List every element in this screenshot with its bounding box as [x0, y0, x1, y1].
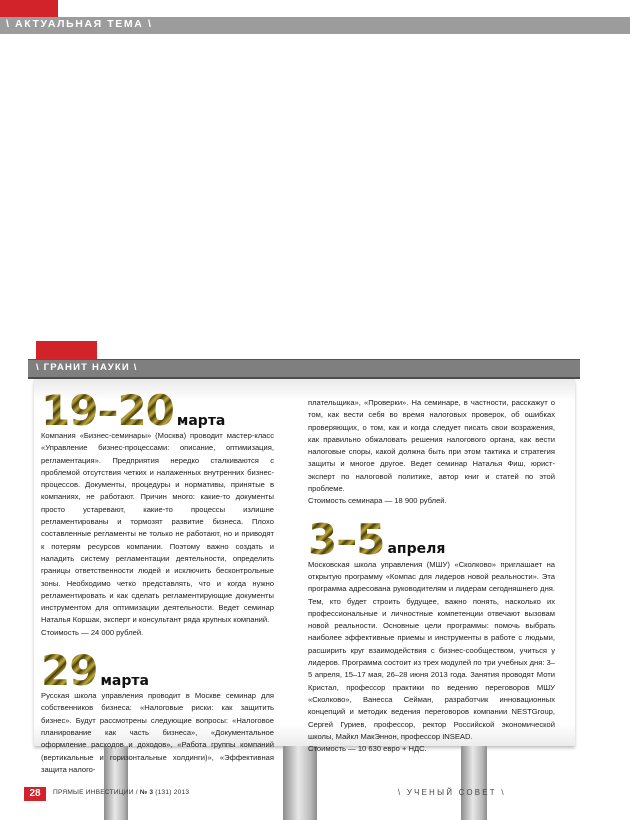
date-month: марта [100, 672, 149, 689]
magazine-info [53, 789, 189, 796]
right-column [308, 397, 555, 755]
event-description: Компания «Бизнес-семинары» (Москва) проводит мастер-класс «Управление бизнес-процессами: описание, оптимизация, регламентация». Предприятия нередко сталкиваются с проблемой отсутствия четких и налаженных внутренних бизнес-процессов. Документы, процедуры и нормативы, принятые в компаниях, не работают. Причин много: какие-то документы просто устаревают, какие-то процессы излишне регламентированы и тормозят развитие бизнеса. Плохо составленные регламенты не только не работают, но и приводят к потерям ресурсов компании. Поэтому важно создать и наладить систему регламентации деятельности, определить границы ответственности людей и исключить бесконтрольные зоны. Необходимо четко представлять, что и когда нужно регламентировать и как сделать регламентирующие документы инструментом для оптимизации деятельности. Ведет семинар Наталья Коршак, эксперт и консультант ряда крупных компаний. [41, 431, 274, 625]
footer-section-title: \ УЧЕНЫЙ СОВЕТ \ [398, 788, 506, 797]
top-section-bar [0, 0, 630, 37]
board-leg-center [283, 746, 317, 820]
date-month: апреля [387, 541, 446, 558]
event-date-19-20 [41, 386, 274, 435]
event-description: Московская школа управления (МШУ) «Сколково» приглашает на открытую программу «Компас для лидеров новой реальности». Эта программа адресована руководителям и лидерам сегодняшнего дня. Тем, кто будет строить будущее, важно понять, насколько их профессиональные и личностные компетенции отвечают вызовам новой реальности. Основные цели программы: помочь выбрать наиболее эффективные приемы и инструменты в работе с людьми, расширить круг взаимодействия с бизнес-сообществом, учиться у лидеров. Программа состоит из трех модулей по три учебных дня: 3–5 апреля, 15–17 мая, 26–28 июня 2013 года. Занятия проводят Моти Кристал, профессор практики по ведению переговоров МШУ «Сколково», Ванесса Сейман, разработчик инновационных концепций и методик ведения переговоров компании NESTGroup, Сергей Гуриев, профессор, ректор Российской экономической школы, Майкл МакЭннон, профессор INSEAD. [308, 559, 555, 741]
event-price: Стоимость — 24 000 рублей. [41, 627, 144, 637]
section-title: \ АКТУАЛЬНАЯ ТЕМА \ [6, 18, 153, 30]
board-section-title: \ ГРАНИТ НАУКИ \ [36, 362, 138, 373]
top-red-tab [0, 0, 58, 17]
date-number: 19–20 [41, 386, 174, 435]
board-header-bar [28, 359, 580, 379]
event-description-continued: плательщика», «Проверки». На семинаре, в частности, расскажут о том, как вести себя во время налоговых проверок, об ошибках проверяющих, о том, как и когда следует писать свои возражения, как правильно обжаловать решения налогового органа, как вести налоговые споры, какой должна быть при этом тактика и стратегия защиты и многое другое. Ведет семинар Наталья Фиш, юрист-эксперт по налоговой политике, автор книг и статей по этой проблеме. [308, 398, 555, 494]
date-month: марта [176, 412, 226, 429]
event-date-3-5 [308, 514, 555, 564]
date-number: 3–5 [308, 514, 385, 564]
left-column [41, 386, 274, 776]
event-date-29 [41, 646, 274, 696]
event-description: Русская школа управления проводит в Москве семинар для собственников бизнеса: «Налоговые риски: как защитить бизнес». Будут рассмотрены следующие вопросы: «Налоговое планирование как часть бизнеса», «Документальное оформление расходов и доходов», «Работа группы компаний (вертикальные и горизонтальные холдинги)», «Эффективная защита налого- [41, 691, 274, 774]
page-number: 28 [24, 787, 46, 801]
board-red-tab [36, 341, 97, 359]
magazine-name: ПРЯМЫЕ ИНВЕСТИЦИИ / [53, 789, 138, 796]
date-number: 29 [41, 646, 98, 696]
issue-year: (131) 2013 [155, 789, 190, 796]
event-price: Стоимость — 10 630 евро + НДС. [308, 744, 427, 754]
board-leg-right [461, 746, 487, 820]
event-price: Стоимость семинара — 18 900 рублей. [308, 496, 447, 506]
issue-number: № 3 [139, 789, 154, 796]
